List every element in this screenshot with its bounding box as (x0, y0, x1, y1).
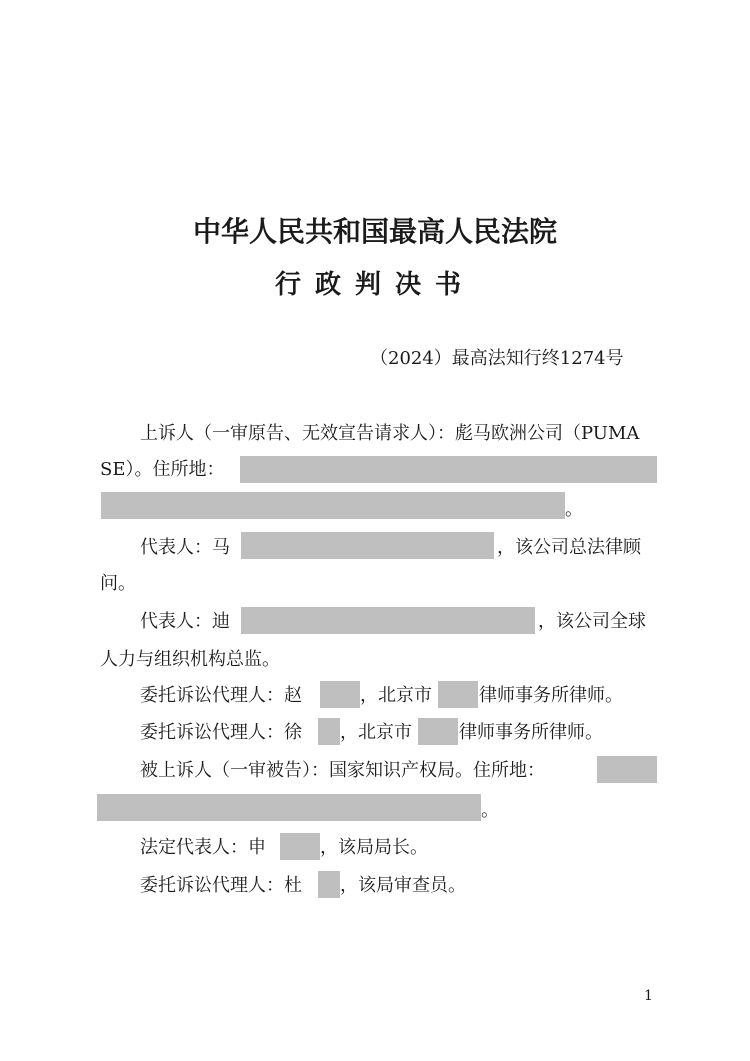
page-number: 1 (644, 988, 653, 1004)
agent-2-suffix: 律师事务所律师。 (459, 722, 603, 743)
redacted-legal-rep-name (280, 833, 320, 860)
redacted-appellee-address-1 (597, 756, 657, 783)
appellant-line-2: SE）。住所地： (100, 459, 225, 480)
representative-1-suffix: ，该公司总法律顾 (497, 537, 641, 558)
agent-1-prefix: 委托诉讼代理人：赵 (140, 685, 302, 706)
redacted-agent-1-name (320, 681, 360, 708)
agent-1-city: ，北京市 (360, 685, 432, 706)
representative-1-prefix: 代表人：马 (140, 537, 230, 558)
redacted-address-2 (101, 492, 565, 519)
court-name-heading: 中华人民共和国最高人民法院 (192, 215, 557, 248)
representative-1-line-2: 问。 (100, 573, 136, 594)
appellee-line-1: 被上诉人（一审被告）：国家知识产权局。住所地： (140, 760, 545, 781)
agent-3-suffix: ，该局审查员。 (340, 875, 466, 896)
redacted-address-1 (240, 456, 657, 483)
legal-rep-suffix: ，该局局长。 (320, 837, 428, 858)
case-number: （2024）最高法知行终1274号 (370, 348, 624, 369)
redacted-appellee-address-2 (97, 794, 481, 821)
address-end-mark: 。 (565, 499, 583, 520)
redacted-representative-1 (241, 532, 494, 559)
representative-2-suffix: ，该公司全球 (538, 611, 646, 632)
agent-2-city: ，北京市 (340, 722, 412, 743)
legal-rep-prefix: 法定代表人：申 (140, 837, 266, 858)
representative-2-line-2: 人力与组织机构总监。 (100, 649, 280, 670)
agent-3-prefix: 委托诉讼代理人：杜 (140, 875, 302, 896)
redacted-representative-2 (241, 607, 535, 634)
agent-2-prefix: 委托诉讼代理人：徐 (140, 722, 302, 743)
redacted-agent-1-firm (438, 681, 478, 708)
agent-1-suffix: 律师事务所律师。 (479, 685, 623, 706)
appellee-address-end: 。 (481, 800, 499, 821)
redacted-agent-2-name (318, 718, 340, 745)
redacted-agent-2-firm (418, 718, 458, 745)
document-type-heading: 行政判决书 (274, 270, 475, 300)
representative-2-prefix: 代表人：迪 (140, 611, 230, 632)
appellant-line-1: 上诉人（一审原告、无效宣告请求人）：彪马欧洲公司（PUMA (140, 423, 640, 444)
redacted-agent-3-name (318, 871, 340, 898)
